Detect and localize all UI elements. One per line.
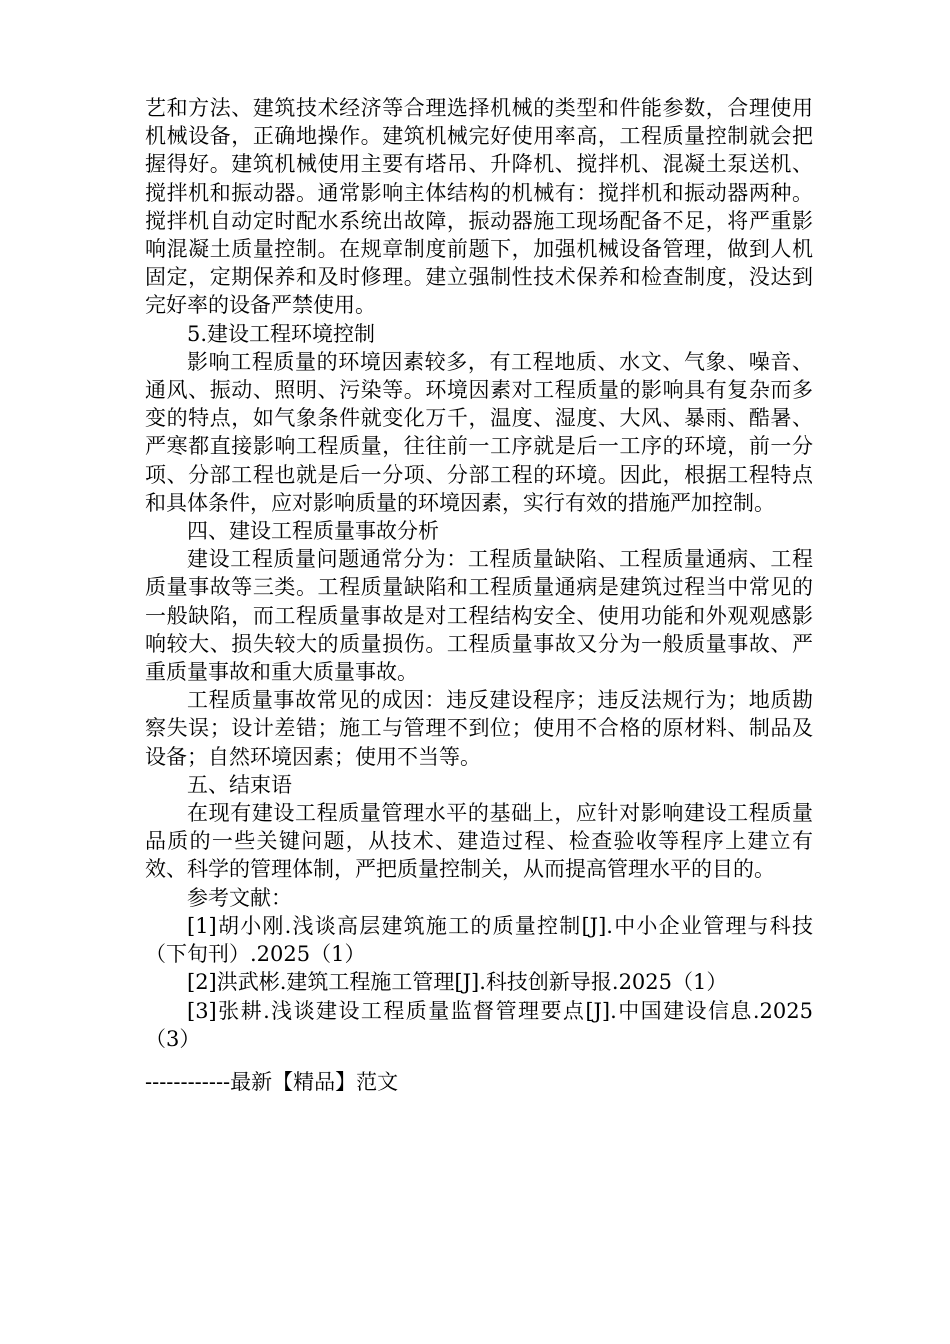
paragraph-conclusion: 在现有建设工程质量管理水平的基础上，应针对影响建设工程质量品质的一些关键问题，从技术、建造过程、检查验收等程序上建立有效、科学的管理体制，严把质量控制关，从而提高管理水平的目的。 xyxy=(145,801,813,882)
document-body xyxy=(145,94,813,1053)
paragraph-accident-causes: 工程质量事故常见的成因：违反建设程序；违反法规行为；地质勘察失误；设计差错；施工与管理不到位；使用不合格的原材料、制品及设备；自然环境因素；使用不当等。 xyxy=(145,688,813,769)
footer-tagline: ------------最新【精品】范文 xyxy=(145,1070,399,1094)
section-heading-conclusion: 五、结束语 xyxy=(187,772,292,797)
paragraph-quality-problems: 建设工程质量问题通常分为：工程质量缺陷、工程质量通病、工程质量事故等三类。工程质量缺陷和工程质量通病是建筑过程当中常见的一般缺陷，而工程质量事故是对工程结构安全、使用功能和外观观感影响较大、损失较大的质量损伤。工程质量事故又分为一般质量事故、严重质量事故和重大质量事故。 xyxy=(145,547,813,685)
section-heading-accident-analysis: 四、建设工程质量事故分析 xyxy=(187,519,439,544)
reference-item: [1]胡小刚.浅谈高层建筑施工的质量控制[J].中小企业管理与科技（下旬刊）.2025（1） xyxy=(145,913,813,967)
reference-item: [3]张耕.浅谈建设工程质量监督管理要点[J].中国建设信息.2025（3） xyxy=(145,998,813,1051)
paragraph-machinery: 艺和方法、建筑技术经济等合理选择机械的类型和件能参数，合理使用机械设备，正确地操作。建筑机械完好使用率高，工程质量控制就会把握得好。建筑机械使用主要有塔吊、升降机、搅拌机、混凝土泵送机、搅拌机和振动器。通常影响主体结构的机械有：搅拌机和振动器两种。搅拌机自动定时配水系统出故障，振动器施工现场配备不足，将严重影响混凝土质量控制。在规章制度前题下，加强机械设备管理，做到人机固定，定期保养和及时修理。建立强制性技术保养和检查制度，没达到完好率的设备严禁使用。 xyxy=(145,96,813,318)
reference-item: [2]洪武彬.建筑工程施工管理[J].科技创新导报.2025（1） xyxy=(187,970,728,995)
paragraph-environment: 影响工程质量的环境因素较多，有工程地质、水文、气象、噪音、通风、振动、照明、污染等。环境因素对工程质量的影响具有复杂而多变的特点，如气象条件就变化万千，温度、湿度、大风、暴雨、酷暑、严寒都直接影响工程质量，往往前一工序就是后一工序的环境，前一分项、分部工程也就是后一分项、分部工程的环境。因此，根据工程特点和具体条件，应对影响质量的环境因素，实行有效的措施严加控制。 xyxy=(145,349,813,515)
section-heading-environment: 5.建设工程环境控制 xyxy=(187,321,376,346)
references-title: 参考文献： xyxy=(187,885,292,910)
